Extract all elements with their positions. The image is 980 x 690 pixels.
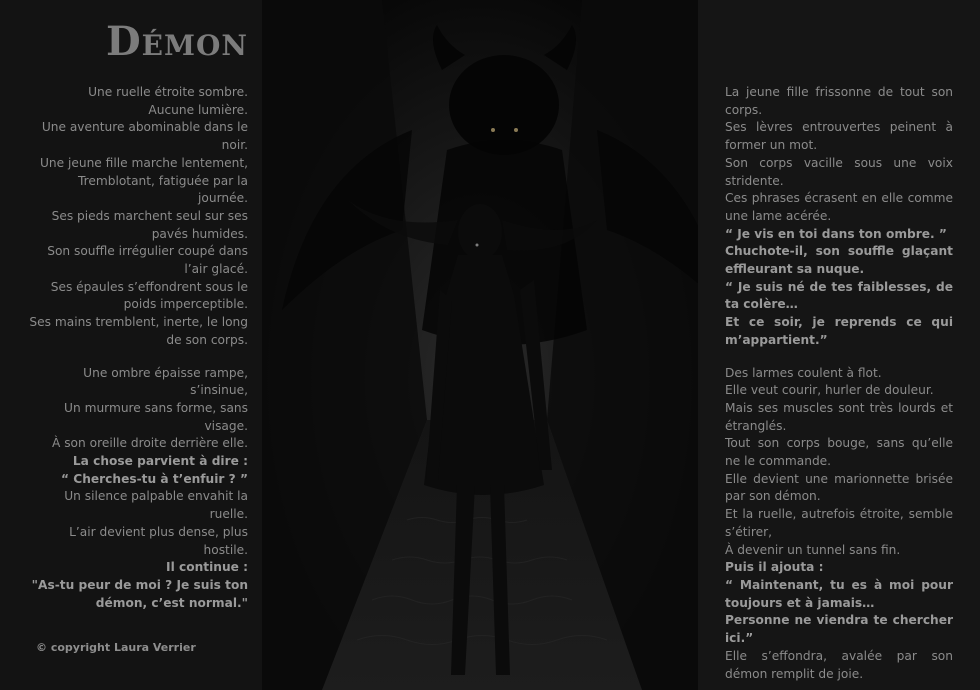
right-poem-line: “ Maintenant, tu es à moi pour toujours et à jamais… [725, 577, 953, 610]
right-poem-line: Ces phrases écrasent en elle comme une lame acérée. [725, 191, 953, 223]
left-poem-line: Une jeune fille marche lentement, [39, 155, 248, 170]
left-poem-line: "As-tu peur de moi ? Je suis ton démon, c’est normal." [31, 577, 248, 610]
right-poem-line: Tout son corps bouge, sans qu’elle ne le commande. [725, 436, 953, 469]
left-poem-line: Une ruelle étroite sombre. [88, 85, 248, 99]
left-poem-line: Une ombre épaisse rampe, s’insinue, [83, 365, 248, 398]
demon-artwork [262, 0, 698, 690]
right-poem-line: Puis il ajouta : [725, 560, 824, 575]
right-stanza-gap [725, 350, 953, 365]
right-poem-line: Mais ses muscles sont très lourds et étranglés. [725, 400, 953, 433]
left-poem-line: Tremblotant, fatiguée par la journée. [77, 173, 248, 206]
right-poem-line: Son corps vacille sous une voix stridente. [725, 155, 953, 188]
right-poem-line: Elle devient une marionnette brisée par son démon. [725, 471, 953, 504]
left-poem-line: La chose parvient à dire : [72, 454, 248, 469]
right-poem-line: Elle veut courir, hurler de douleur. [725, 383, 934, 398]
left-poem-line: Ses épaules s’effondrent sous le poids imperceptible. [50, 279, 248, 312]
left-poem-line: Ses mains tremblent, inerte, le long de son corps. [29, 315, 248, 347]
left-poem-line: Il continue : [166, 560, 248, 575]
left-poem-line: Ses pieds marchent seul sur ses pavés humides. [51, 208, 248, 241]
page-title: Démon [105, 18, 248, 65]
left-poem-line: Un murmure sans forme, sans visage. [64, 400, 248, 433]
right-poem-line: Elle s’effondra, avalée par son démon remplit de joie. [725, 648, 953, 681]
right-poem-line: Ses lèvres entrouvertes peinent à former un mot. [725, 120, 953, 153]
poem-right-stanzas [725, 84, 953, 683]
right-poem-line: Et la ruelle, autrefois étroite, semble s’étirer, [725, 507, 953, 539]
right-poem-line: À devenir un tunnel sans fin. [725, 542, 901, 557]
left-poem-line: Son souffle irrégulier coupé dans l’air glacé. [47, 244, 248, 277]
right-poem-line: Chuchote-il, son souffle glaçant effleurant sa nuque. [725, 244, 953, 277]
left-poem-line: Une aventure abominable dans le noir. [41, 120, 248, 153]
right-poem-line: La jeune fille frissonne de tout son corps. [725, 85, 953, 117]
right-poem-line: Des larmes coulent à flot. [725, 365, 882, 380]
artwork-illustration [262, 0, 698, 690]
left-poem-line: L’air devient plus dense, plus hostile. [69, 524, 248, 557]
right-poem-line: Personne ne viendra te chercher ici.” [725, 613, 953, 646]
left-poem-line: Un silence palpable envahit la ruelle. [64, 489, 248, 522]
right-poem-line: Et ce soir, je reprends ce qui m’appartient.” [725, 315, 953, 347]
left-poem-line: Aucune lumière. [148, 102, 248, 117]
left-poem-line: “ Cherches-tu à t’enfuir ? ” [61, 471, 248, 486]
right-poem-line: “ Je suis né de tes faiblesses, de ta colère… [725, 279, 953, 312]
poem-left-stanzas [28, 84, 248, 612]
right-poem-line: “ Je vis en toi dans ton ombre. ” [725, 226, 947, 241]
left-poem-line: À son oreille droite derrière elle. [52, 436, 248, 451]
copyright-notice: © copyright Laura Verrier [36, 641, 196, 654]
left-stanza-gap [28, 350, 248, 365]
